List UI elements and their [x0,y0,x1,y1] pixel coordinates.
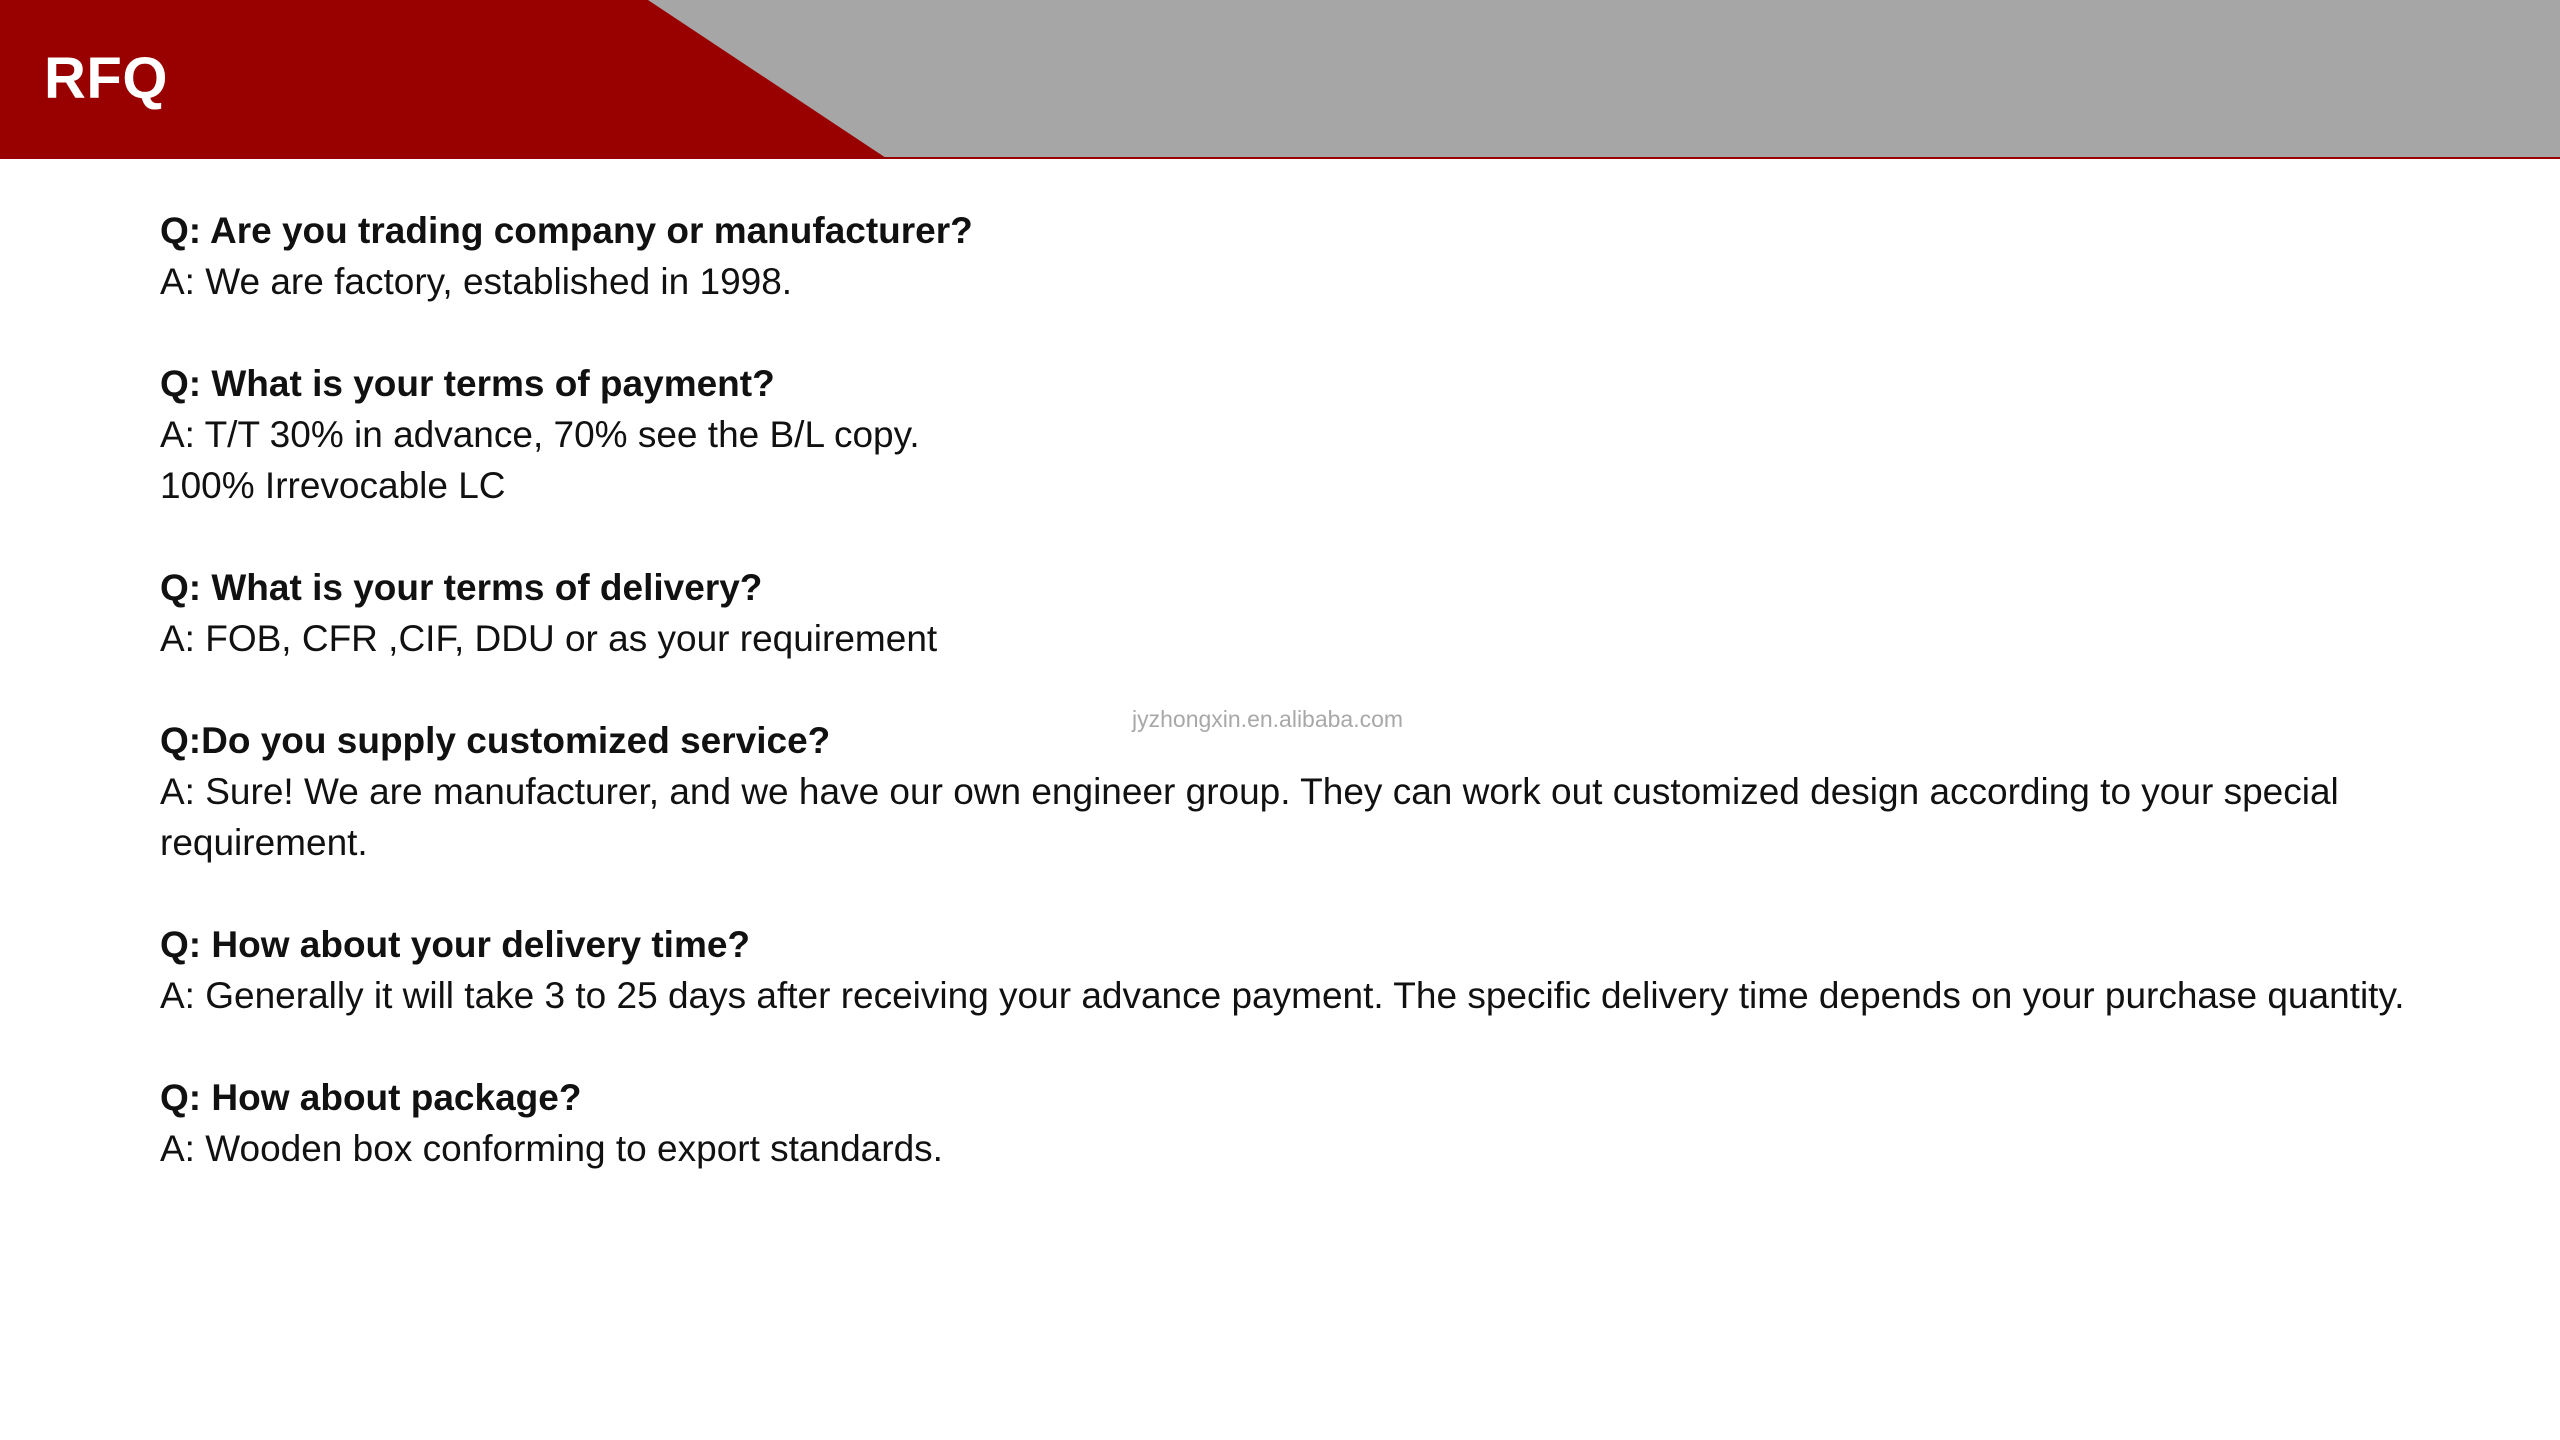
faq-item [160,919,2480,1021]
faq-answer: A: FOB, CFR ,CIF, DDU or as your requirement [160,618,938,659]
faq-item [160,205,2480,307]
faq-question: Q: What is your terms of delivery? [160,567,763,608]
header-banner [0,0,2560,160]
faq-answer: A: We are factory, established in 1998. [160,261,793,302]
header-red-rule [0,157,2560,159]
faq-answer: A: Wooden box conforming to export standards. [160,1128,943,1169]
header-graphic [0,0,2560,160]
faq-list [160,205,2480,1225]
faq-answer-line-2: 100% Irrevocable LC [160,465,506,506]
faq-item [160,1072,2480,1174]
faq-question: Q: How about package? [160,1077,582,1118]
faq-item [160,715,2480,868]
page-title: RFQ [44,46,168,111]
faq-answer: A: Sure! We are manufacturer, and we have our own engineer group. They can work out customized design according to your special requirement. [160,771,2339,863]
faq-answer: A: T/T 30% in advance, 70% see the B/L copy. [160,414,920,455]
faq-answer: A: Generally it will take 3 to 25 days after receiving your advance payment. The specific delivery time depends on your purchase quantity. [160,975,2405,1016]
faq-question: Q: Are you trading company or manufacturer? [160,210,973,251]
faq-question: Q: What is your terms of payment? [160,363,775,404]
watermark: jyzhongxin.en.alibaba.com [1132,706,1404,732]
faq-question: Q: How about your delivery time? [160,924,751,965]
faq-item [160,358,2480,511]
faq-item [160,562,2480,664]
faq-question: Q:Do you supply customized service? [160,720,831,761]
